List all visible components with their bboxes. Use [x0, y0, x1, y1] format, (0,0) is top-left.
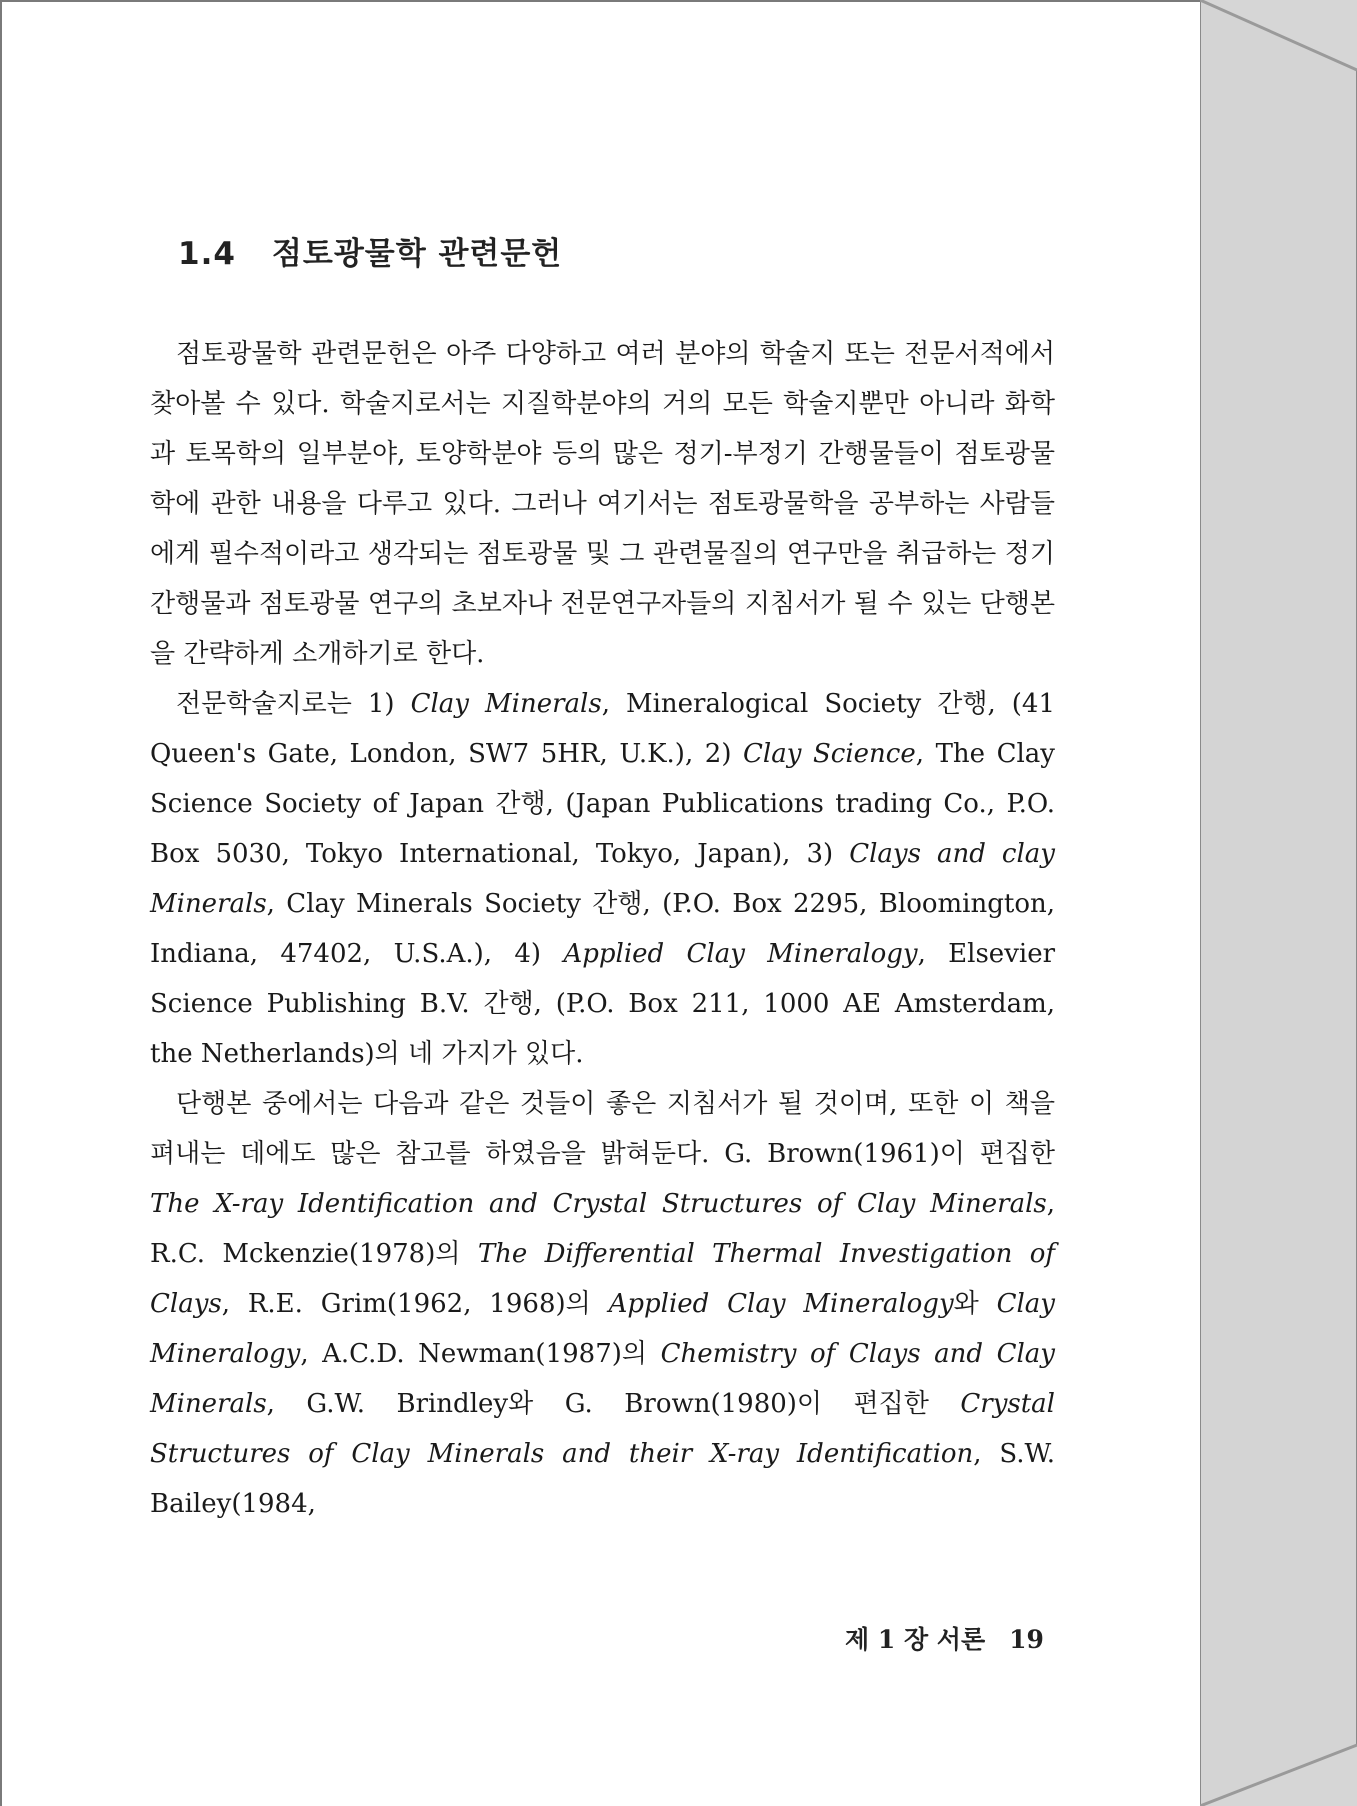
paragraph-text: , R.C. Mckenzie(1978)의: [150, 1189, 1055, 1269]
paragraph-text: , The Clay Science Society of Japan 간행, (Japan Publications trading Co., P.O. Box 5030, Tokyo International, Tokyo, Japan), 3): [150, 739, 1056, 869]
paragraph-text: 전문학술지로는 1): [176, 689, 411, 719]
paragraph-text: 와: [953, 1289, 997, 1319]
italic-title-text: Chemistry of Clays and Clay Minerals: [150, 1339, 1055, 1419]
paragraph-text: , Elsevier Science Publishing B.V. 간행, (P.O. Box 211, 1000 AE Amsterdam, the Netherlands)의 네 가지가 있다.: [150, 939, 1056, 1069]
paragraph: [150, 329, 1055, 679]
italic-title-text: The Differential Thermal Investigation of Clays: [150, 1239, 1055, 1319]
paragraph-text: , S.W. Bailey(1984,: [150, 1439, 1055, 1519]
paragraph-text: 점토광물학 관련문헌은 아주 다양하고 여러 분야의 학술지 또는 전문서적에서 찾아볼 수 있다. 학술지로서는 지질학분야의 거의 모든 학술지뿐만 아니라 화학과 토목학의 일부분야, 토양학분야 등의 많은 정기-부정기 간행물들이 점토광물학에 관한 내용을 다루고 있다. 그러나 여기서는 점토광물학을 공부하는 사람들에게 필수적이라고 생각되는 점토광물 및 그 관련물질의 연구만을 취급하는 정기간행물과 점토광물 연구의 초보자나 전문연구자들의 지침서가 될 수 있는 단행본을 간략하게 소개하기로 한다.: [150, 339, 1055, 669]
page-stack-edge: [1200, 0, 1357, 1806]
paragraph-text: , G.W. Brindley와 G. Brown(1980)이 편집한: [266, 1389, 961, 1419]
italic-title-text: Clay Science: [743, 739, 916, 769]
section-number: 1.4: [178, 236, 236, 272]
page-number: 19: [1009, 1625, 1044, 1654]
paragraph-text: , R.E. Grim(1962, 1968)의: [221, 1289, 609, 1319]
italic-title-text: Clay Minerals: [410, 689, 602, 719]
page-footer: [845, 1620, 1044, 1656]
paragraph-text: , Clay Minerals Society 간행, (P.O. Box 2295, Bloomington, Indiana, 47402, U.S.A.), 4): [150, 889, 1055, 969]
page-stack-shape: [1200, 0, 1357, 1806]
italic-title-text: Applied Clay Mineralogy: [563, 939, 918, 969]
section-heading: [178, 228, 1055, 273]
paragraph-text: , Mineralogical Society 간행, (41 Queen's Gate, London, SW7 5HR, U.K.), 2): [150, 689, 1056, 769]
italic-title-text: Applied Clay Mineralogy: [608, 1289, 954, 1319]
paragraph-text: 단행본 중에서는 다음과 같은 것들이 좋은 지침서가 될 것이며, 또한 이 책을 펴내는 데에도 많은 참고를 하였음을 밝혀둔다. G. Brown(1961)이 편집한: [150, 1089, 1055, 1169]
paragraph: [150, 1079, 1055, 1529]
paragraph-text: , A.C.D. Newman(1987)의: [300, 1339, 661, 1369]
italic-title-text: Clay Mineralogy: [150, 1289, 1055, 1369]
body-text: [150, 329, 1055, 1529]
italic-title-text: Crystal Structures of Clay Minerals and their X-ray Identification: [150, 1389, 1055, 1469]
page-content: [150, 228, 1055, 1529]
chapter-label: 제 1 장 서론: [845, 1625, 986, 1654]
italic-title-text: Clays and clay Minerals: [150, 839, 1055, 919]
section-title: 점토광물학 관련문헌: [271, 236, 563, 272]
paragraph: [150, 679, 1055, 1079]
italic-title-text: The X-ray Identification and Crystal Structures of Clay Minerals: [150, 1189, 1047, 1219]
